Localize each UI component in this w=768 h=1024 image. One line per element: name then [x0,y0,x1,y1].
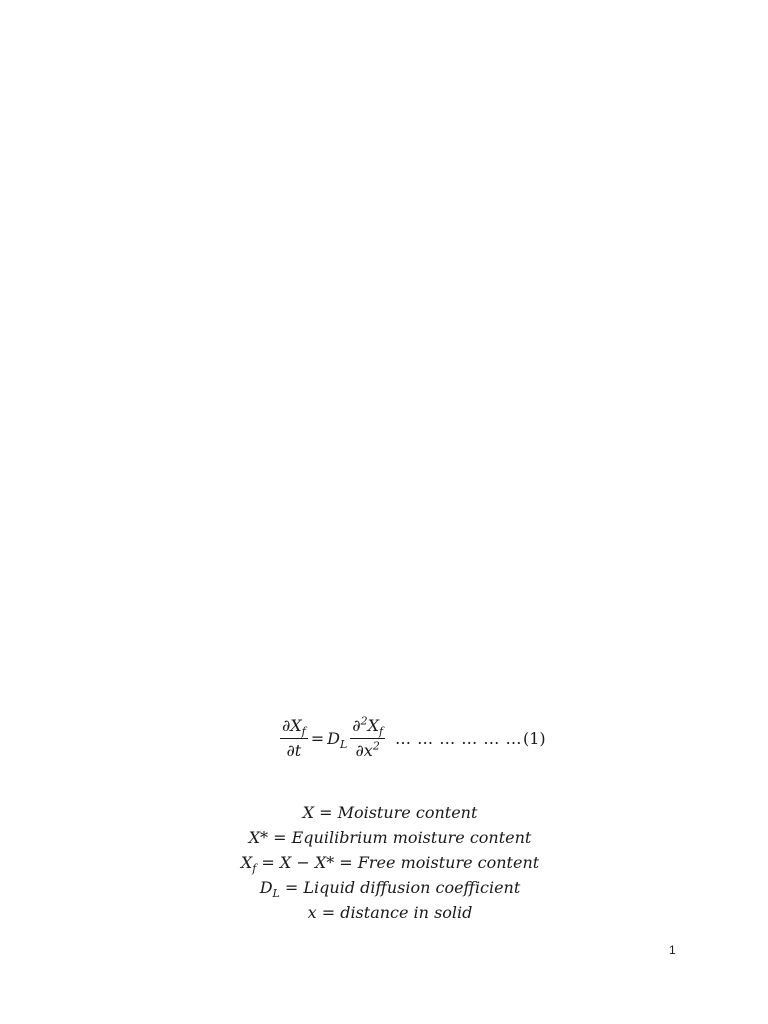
rhs-numerator-variable: X [367,716,379,735]
rhs-fraction [350,714,385,760]
definition-moisture-content: X = Moisture content [302,803,478,822]
rhs-numerator-partial: ∂ [352,716,361,735]
leader-dots: … … … … … … [395,729,522,748]
variable-definitions [0,800,768,925]
rhs-numerator-power: 2 [360,714,368,728]
diffusion-equation [280,714,549,760]
equals-sign: = [310,729,325,748]
equation-number: (1) [522,729,546,748]
rhs-numerator-subscript: f [378,725,384,739]
definition-liquid-diffusion: $D_L$ = Liquid diffusion coefficient [259,878,521,901]
lhs-numerator: ∂X [282,716,302,735]
definition-free-moisture: $X_f = X - X*$ = Free moisture content [240,853,540,876]
definition-equilibrium-moisture: X* = Equilibrium moisture content [248,828,532,847]
rhs-denominator-power: 2 [372,739,380,753]
lhs-denominator: ∂t [286,741,302,760]
definition-distance: x = distance in solid [307,903,473,922]
lhs-fraction [280,718,308,759]
lhs-numerator-subscript: f [301,725,306,739]
rhs-denominator: ∂x [355,741,373,760]
diffusion-coefficient-symbol: $D_L$ [327,729,348,752]
page-number: 1 [669,943,676,957]
coefficient-subscript: L [339,738,348,752]
